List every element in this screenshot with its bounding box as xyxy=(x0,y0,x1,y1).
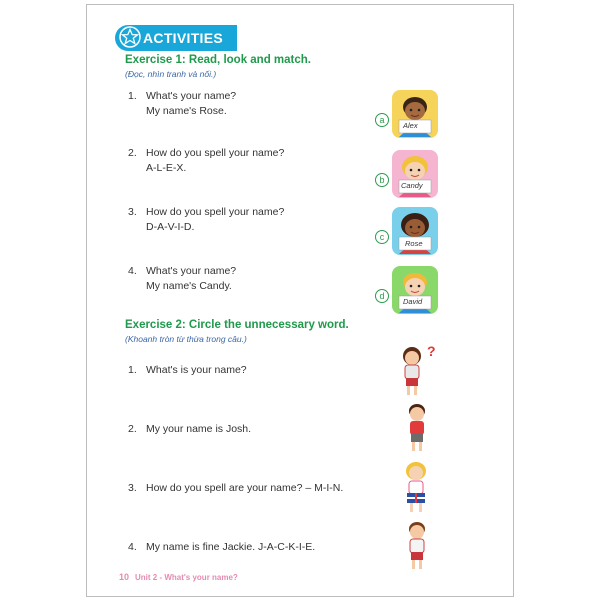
thinking-kid-picture xyxy=(396,345,430,397)
ex1-question-1: 1. What's your name? My name's Rose. xyxy=(128,90,237,117)
kid-alex-picture[interactable] xyxy=(391,89,439,139)
kid-josh-picture xyxy=(402,401,432,453)
page-footer xyxy=(119,572,238,582)
ex1-question-3: 3. How do you spell your name? D-A-V-I-D. xyxy=(128,206,285,233)
kid-david-picture[interactable] xyxy=(391,265,439,315)
ex1-question-4: 4. What's your name? My name's Candy. xyxy=(128,265,237,292)
unit-title: Unit 2 - What's your name? xyxy=(135,573,238,582)
exercise2-title: Exercise 2: Circle the unnecessary word. xyxy=(125,319,349,331)
option-letter-d[interactable]: d xyxy=(375,289,389,303)
ex2-question-1: 1. What's is your name? xyxy=(128,364,247,376)
ex2-question-3: 3. How do you spell are your name? – M-I-N. xyxy=(128,482,344,494)
star-icon xyxy=(119,26,141,48)
name-card-alex: Alex xyxy=(403,121,418,130)
workbook-page xyxy=(86,4,514,597)
banner-label: ACTIVITIES xyxy=(143,30,224,46)
kid-min-picture xyxy=(399,460,433,514)
name-card-candy: Candy xyxy=(401,181,423,190)
question-mark-icon: ? xyxy=(427,343,436,359)
option-letter-c[interactable]: c xyxy=(375,230,389,244)
ex2-question-4: 4. My name is fine Jackie. J-A-C-K-I-E. xyxy=(128,541,316,553)
name-card-rose: Rose xyxy=(405,239,423,248)
page-number: 10 xyxy=(119,572,130,582)
ex2-question-2: 2. My your name is Josh. xyxy=(128,423,252,435)
kid-jackie-picture xyxy=(402,519,432,571)
kid-candy-picture[interactable] xyxy=(391,149,439,199)
option-letter-a[interactable]: a xyxy=(375,113,389,127)
ex1-question-2: 2. How do you spell your name? A-L-E-X. xyxy=(128,147,285,174)
activities-banner xyxy=(115,25,237,51)
kid-rose-picture[interactable] xyxy=(391,206,439,256)
exercise1-subtitle: (Đọc, nhìn tranh và nối.) xyxy=(125,69,217,79)
exercise2-subtitle: (Khoanh tròn từ thừa trong câu.) xyxy=(125,334,247,344)
name-card-david: David xyxy=(403,297,423,306)
option-letter-b[interactable]: b xyxy=(375,173,389,187)
exercise1-title: Exercise 1: Read, look and match. xyxy=(125,54,311,66)
